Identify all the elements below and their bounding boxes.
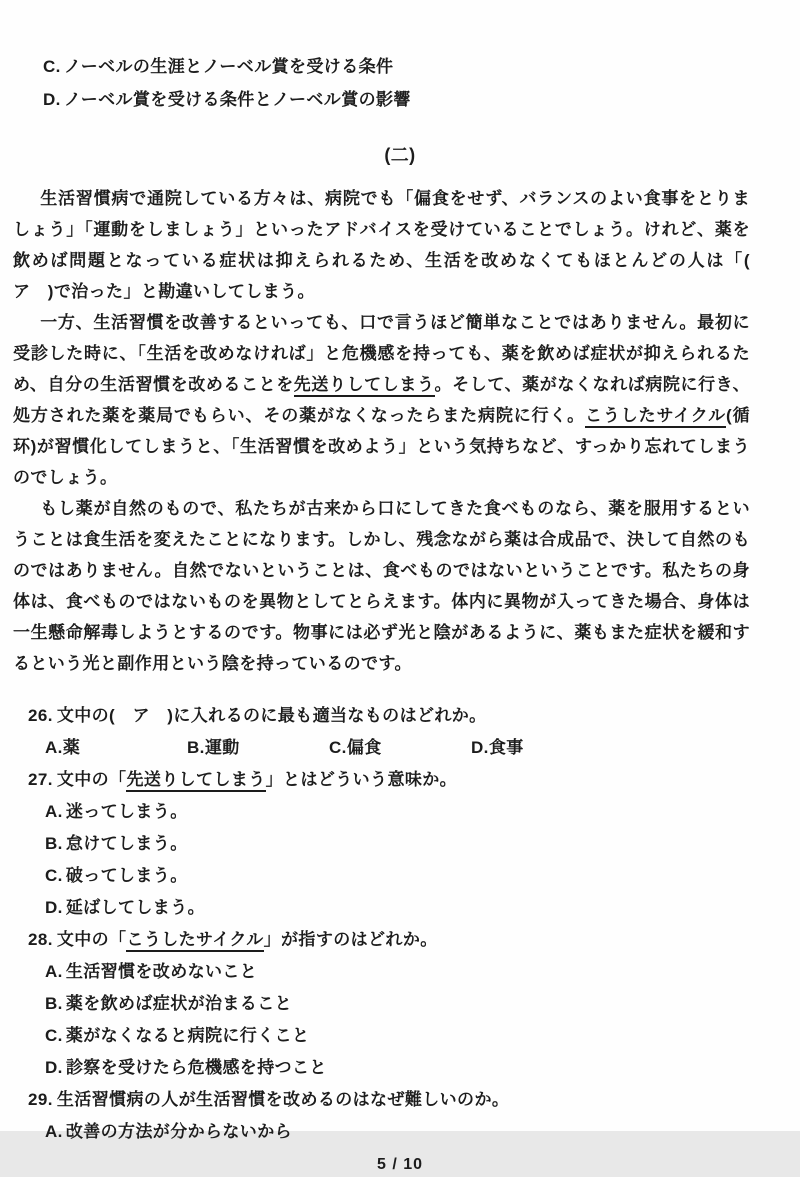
question-27-stem — [28, 764, 770, 796]
passage-paragraph-2 — [13, 307, 750, 493]
option-b: B.運動 — [187, 738, 240, 757]
question-text: 文中の「 — [56, 930, 127, 949]
option-line-c — [43, 50, 760, 83]
question-text: 生活習慣病の人が生活習慣を改めるのはなぜ難しいのか。 — [56, 1090, 510, 1109]
option-c: C.偏食 — [329, 738, 382, 757]
option-text: ノーベル賞を受ける条件とノーベル賞の影響 — [63, 90, 411, 109]
question-number: 28. — [28, 930, 53, 949]
question-text: 」が指すのはどれか。 — [263, 930, 438, 949]
question-29 — [28, 1084, 770, 1148]
option-line-d — [43, 83, 760, 116]
option-c: C. 破ってしまう。 — [45, 866, 188, 885]
question-text: 文中の「 — [56, 770, 127, 789]
option-d: D.食事 — [471, 738, 524, 757]
passage-paragraph-1: 生活習慣病で通院している方々は、病院でも「偏食をせず、バランスのよい食事をとりましょう」「運動をしましょう」といったアドバイスを受けていることでしょう。けれど、薬を飲めば問題となっている症状は抑えられるため、生活を改めなくてもほとんどの人は「( ア )で治った」と勘違いしてしまう。 — [13, 189, 768, 301]
question-27-options — [28, 796, 770, 924]
passage-text: (循环)が習慣化してしまうと、「生活習慣を改めよう」という気持ちなど、すっかり忘れてしまうのでしょう。 — [13, 406, 750, 487]
question-26-options — [28, 732, 770, 764]
previous-question-options — [0, 50, 800, 116]
question-26-stem — [28, 700, 770, 732]
option-b: B. 薬を飲めば症状が治まること — [45, 994, 293, 1013]
section-heading: (二) — [384, 145, 416, 165]
option-a: A. 生活習慣を改めないこと — [45, 962, 258, 981]
question-28-stem — [28, 924, 770, 956]
option-b: B. 怠けてしまう。 — [45, 834, 188, 853]
passage-text: 一方、生活習慣を改善するといっても、口で言うほど簡単なことではありません。最初に受診した時に、「生活を改めなければ」と危機感を持っても、薬を飲めば症状が抑えられるため、自分の生活習慣を改めることを — [13, 313, 750, 394]
passage-text: 。そして、薬がなくなれば病院に行き、処方された薬を薬局でもらい、その薬がなくなったらまた病院に行く。 — [13, 375, 750, 425]
option-text: ノーベルの生涯とノーベル賞を受ける条件 — [63, 57, 394, 76]
underlined-phrase-cycle: こうしたサイクル — [585, 406, 726, 428]
question-27 — [28, 764, 770, 924]
question-list — [0, 700, 800, 1148]
question-text: 」とはどういう意味か。 — [265, 770, 458, 789]
option-c: C. 薬がなくなると病院に行くこと — [45, 1026, 310, 1045]
question-28 — [28, 924, 770, 1084]
passage-paragraph-3: もし薬が自然のもので、私たちが古来から口にしてきた食べものなら、薬を服用するということは食生活を変えたことになります。しかし、残念ながら薬は合成品で、決して自然のものではありません。自然でないということは、食べものではないということです。私たちの身体は、食べものではないものを異物としてとらえます。体内に異物が入ってきた場合、身体は一生懸命解毒しようとするのです。物事には必ず光と陰があるように、薬もまた症状を緩和するという光と副作用という陰を持っているのです。 — [13, 499, 750, 673]
underlined-phrase: こうしたサイクル — [126, 930, 263, 952]
option-a: A. 迷ってしまう。 — [45, 802, 188, 821]
page-number: 5 / 10 — [376, 1156, 424, 1173]
question-text: 文中の( ア )に入れるのに最も適当なものはどれか。 — [56, 706, 487, 725]
option-a: A.薬 — [45, 738, 81, 757]
reading-passage — [0, 183, 800, 679]
option-a: A. 改善の方法が分からないから — [45, 1122, 293, 1141]
underlined-phrase: 先送りしてしまう — [126, 770, 265, 792]
question-number: 26. — [28, 706, 53, 725]
option-d: D. 診察を受けたら危機感を持つこと — [45, 1058, 327, 1077]
question-number: 27. — [28, 770, 53, 789]
option-label: D. — [43, 90, 61, 109]
option-d: D. 延ばしてしまう。 — [45, 898, 206, 917]
question-number: 29. — [28, 1090, 53, 1109]
option-label: C. — [43, 57, 61, 76]
question-26 — [28, 700, 770, 764]
question-29-stem — [28, 1084, 770, 1116]
underlined-phrase-sakiokuri: 先送りしてしまう — [294, 375, 435, 397]
question-29-options — [28, 1116, 770, 1148]
question-28-options — [28, 956, 770, 1084]
